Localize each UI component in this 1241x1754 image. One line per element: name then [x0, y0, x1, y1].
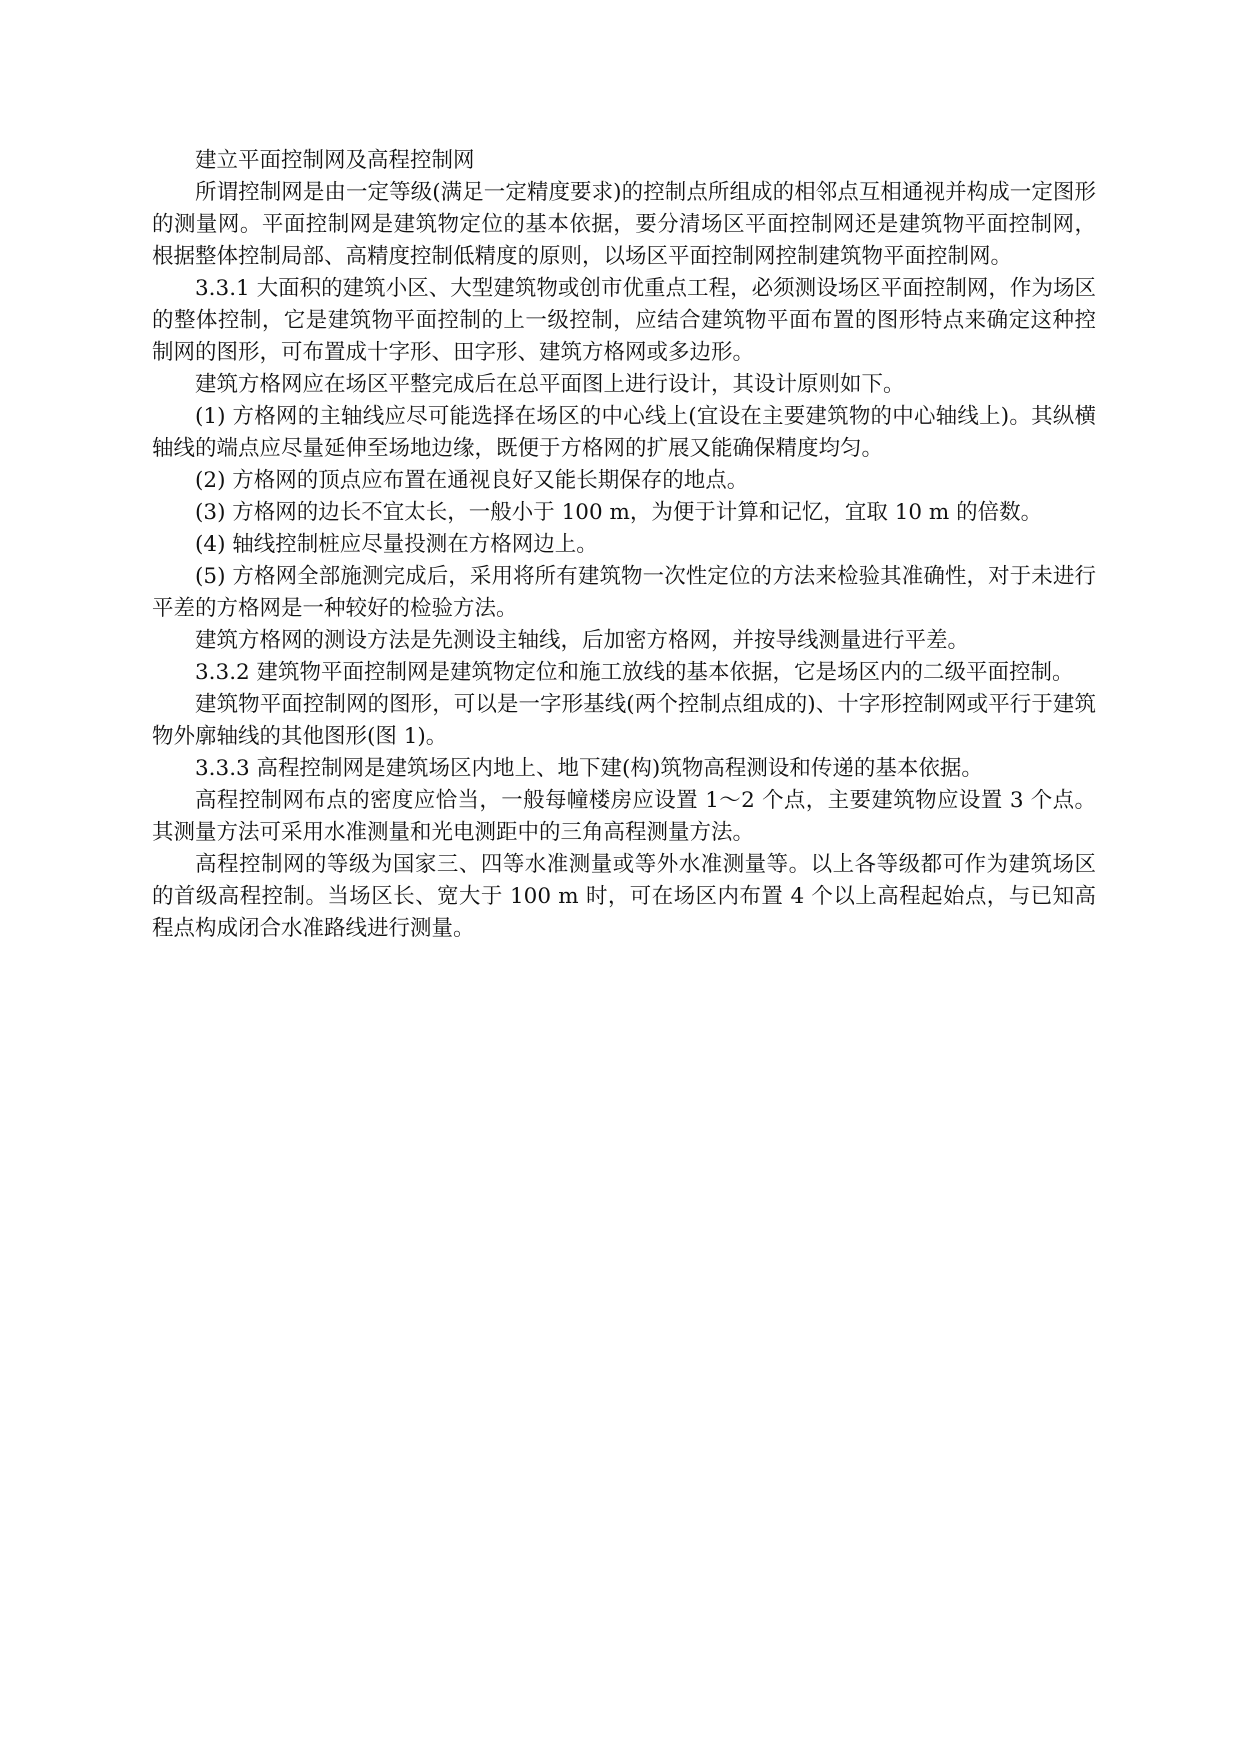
paragraph-grid-design-principles: 建筑方格网应在场区平整完成后在总平面图上进行设计，其设计原则如下。 — [195, 372, 905, 397]
paragraph-grid-setting-method: 建筑方格网的测设方法是先测设主轴线，后加密方格网，并按导线测量进行平差。 — [195, 628, 970, 653]
list-item-3: (3) 方格网的边长不宜太长，一般小于 100 m，为便于计算和记忆，宜取 10 m 的倍数。 — [195, 500, 1043, 525]
paragraph-3-3-2: 3.3.2 建筑物平面控制网是建筑物定位和施工放线的基本依据，它是场区内的二级平面控制。 — [195, 660, 1074, 685]
section-heading: 建立平面控制网及高程控制网 — [195, 148, 475, 173]
paragraph-building-network-shapes: 建筑物平面控制网的图形，可以是一字形基线(两个控制点组成的)、十字形控制网或平行于建筑物外廓轴线的其他图形(图 1)。 — [152, 692, 1096, 749]
list-item-1: (1) 方格网的主轴线应尽可能选择在场区的中心线上(宜设在主要建筑物的中心轴线上)。其纵横轴线的端点应尽量延伸至场地边缘，既便于方格网的扩展又能确保精度均匀。 — [152, 404, 1096, 461]
document-body — [152, 145, 1096, 945]
list-item-5: (5) 方格网全部施测完成后，采用将所有建筑物一次性定位的方法来检验其准确性，对于未进行平差的方格网是一种较好的检验方法。 — [152, 564, 1096, 621]
paragraph-3-3-3: 3.3.3 高程控制网是建筑场区内地上、地下建(构)筑物高程测设和传递的基本依据。 — [195, 756, 983, 781]
paragraph-elevation-grade: 高程控制网的等级为国家三、四等水准测量或等外水准测量等。以上各等级都可作为建筑场区的首级高程控制。当场区长、宽大于 100 m 时，可在场区内布置 4 个以上高程起始点，与已知高程点构成闭合水准路线进行测量。 — [152, 852, 1096, 941]
list-item-4: (4) 轴线控制桩应尽量投测在方格网边上。 — [195, 532, 598, 557]
paragraph-point-density: 高程控制网布点的密度应恰当，一般每幢楼房应设置 1～2 个点，主要建筑物应设置 3 个点。其测量方法可采用水准测量和光电测距中的三角高程测量方法。 — [152, 788, 1096, 845]
paragraph-3-3-1: 3.3.1 大面积的建筑小区、大型建筑物或创市优重点工程，必须测设场区平面控制网，作为场区的整体控制，它是建筑物平面控制的上一级控制，应结合建筑物平面布置的图形特点来确定这种控制网的图形，可布置成十字形、田字形、建筑方格网或多边形。 — [152, 276, 1096, 365]
paragraph-control-network-definition: 所谓控制网是由一定等级(满足一定精度要求)的控制点所组成的相邻点互相通视并构成一定图形的测量网。平面控制网是建筑物定位的基本依据，要分清场区平面控制网还是建筑物平面控制网，根据整体控制局部、高精度控制低精度的原则，以场区平面控制网控制建筑物平面控制网。 — [152, 180, 1096, 269]
list-item-2: (2) 方格网的顶点应布置在通视良好又能长期保存的地点。 — [195, 468, 749, 493]
